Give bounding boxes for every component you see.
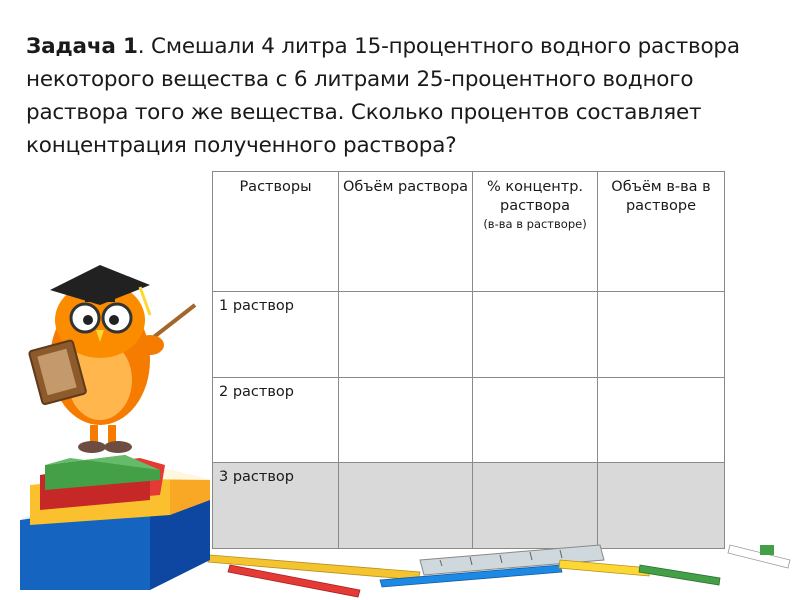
task-text: . Смешали 4 литра 15-процентного водного раствора некоторого вещества с 6 литрами 25-процентного водного раствора того же вещества. Сколько процентов составляет концентрация полученного раствора? [26,34,740,158]
row-label: 1 раствор [219,298,294,314]
owl-professor-icon [29,265,195,453]
row-label: 3 раствор [219,469,294,485]
row-label: 2 раствор [219,384,294,400]
book-stack-icon [20,455,210,590]
pencils-icon [208,545,790,597]
task-label: Задача 1 [26,34,138,59]
header-concentration-note: (в-ва в растворе) [483,217,587,231]
header-volume: Объём раствора [342,179,469,195]
header-substance-volume: Объём в-ва в растворе [611,179,711,214]
header-concentration-label: % концентр. раствора [486,179,584,214]
header-solutions: Растворы [239,179,312,195]
